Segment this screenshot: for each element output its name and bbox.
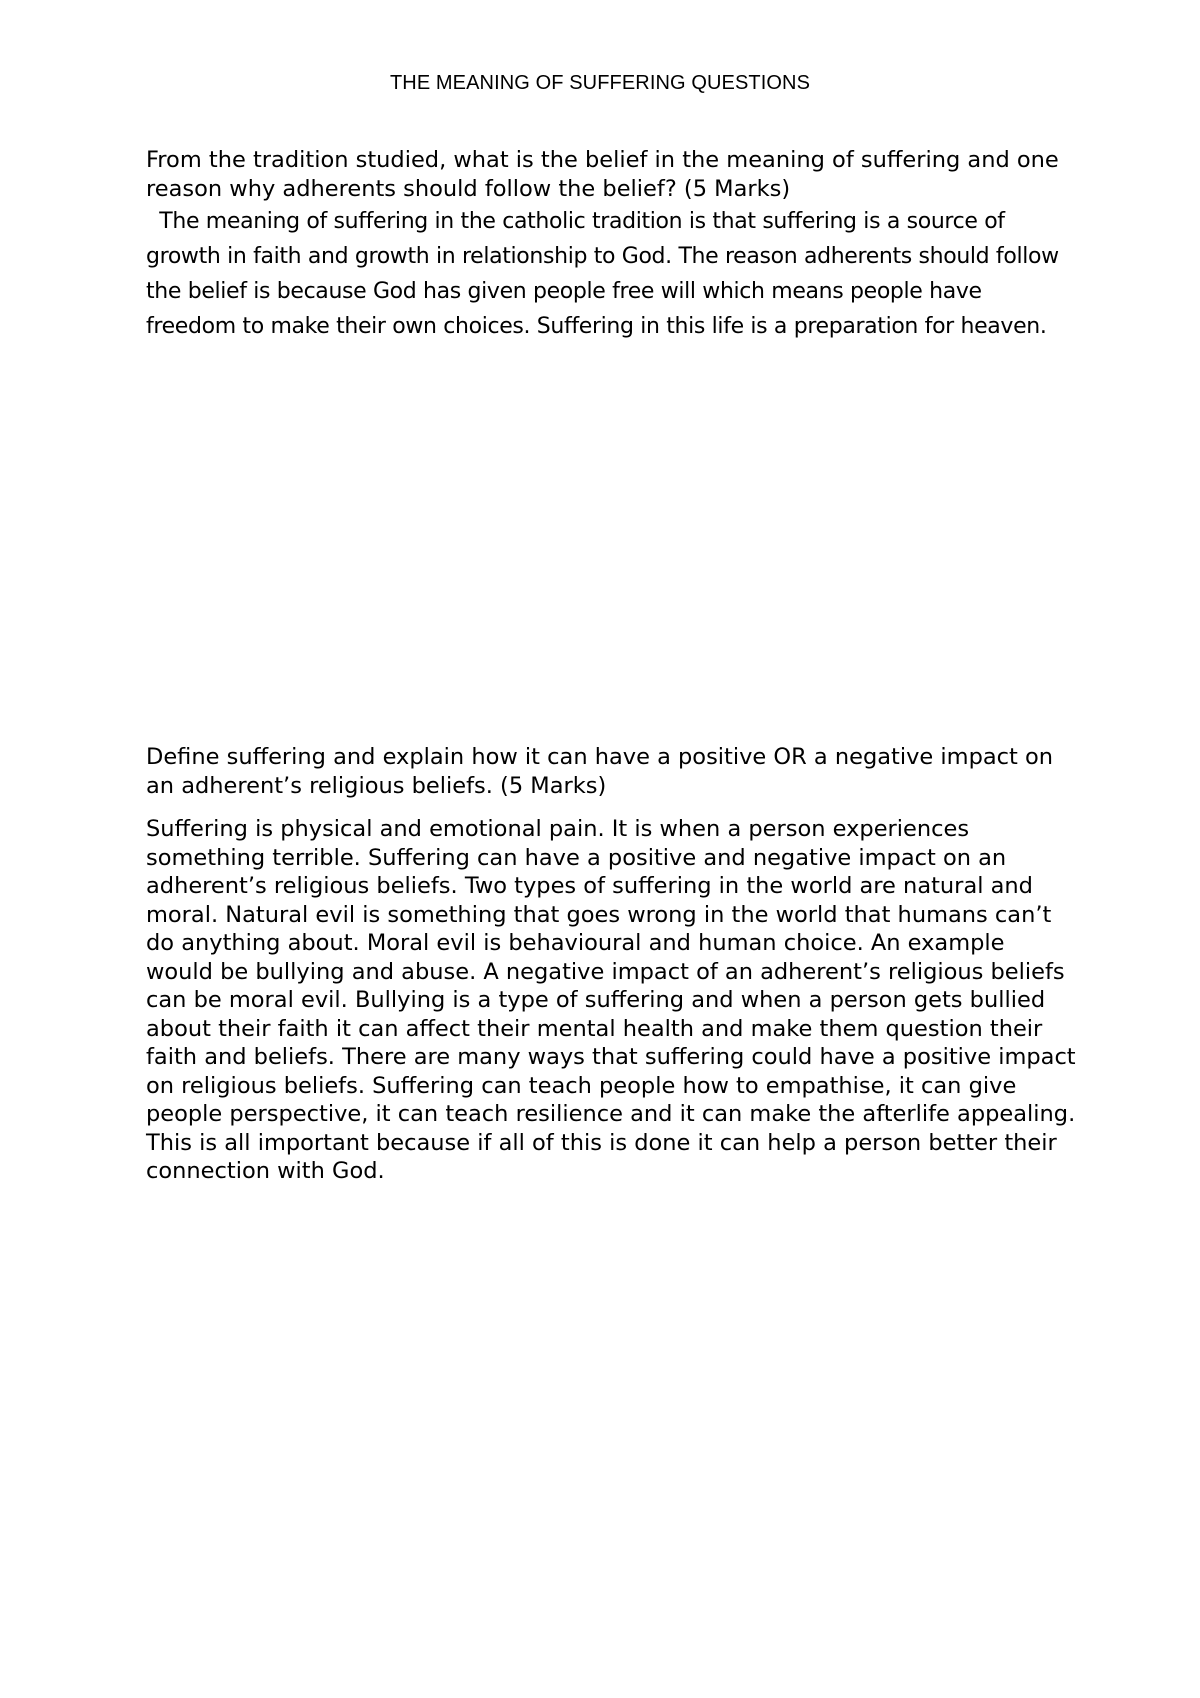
answer-2: Suffering is physical and emotional pain. It is when a person experiences something terrible. Suffering can have a positive and negative impact on an adherent’s religious beliefs. Two types of suffering in the world are natural and moral. Natural evil is something that goes wrong in the world that humans can’t do anything about. Moral evil is behavioural and human choice. An example would be bullying and abuse. A negative impact of an adherent’s religious beliefs can be moral evil. Bullying is a type of suffering and when a person gets bullied about their faith it can affect their mental health and make them question their faith and beliefs. There are many ways that suffering could have a positive impact on religious beliefs. Suffering can teach people how to empathise, it can give people perspective, it can teach resilience and it can make the afterlife appealing. This is all important because if all of this is done it can help a person better their connection with God. bbox=[146, 816, 1076, 1184]
question-2: Define suffering and explain how it can have a positive OR a negative impact on an adherent’s religious beliefs. (5 Marks) bbox=[146, 744, 1054, 799]
question-1: From the tradition studied, what is the belief in the meaning of suffering and one reason why adherents should follow the belief? (5 Marks) bbox=[146, 147, 1059, 202]
answer-1: The meaning of suffering in the catholic tradition is that suffering is a source of growth in faith and growth in relationship to God. The reason adherents should follow the belief is because God has given people free will which means people have freedom to make their own choices. Suffering in this life is a preparation for heaven. bbox=[146, 209, 1066, 339]
document-title: THE MEANING OF SUFFERING QUESTIONS bbox=[389, 72, 811, 94]
